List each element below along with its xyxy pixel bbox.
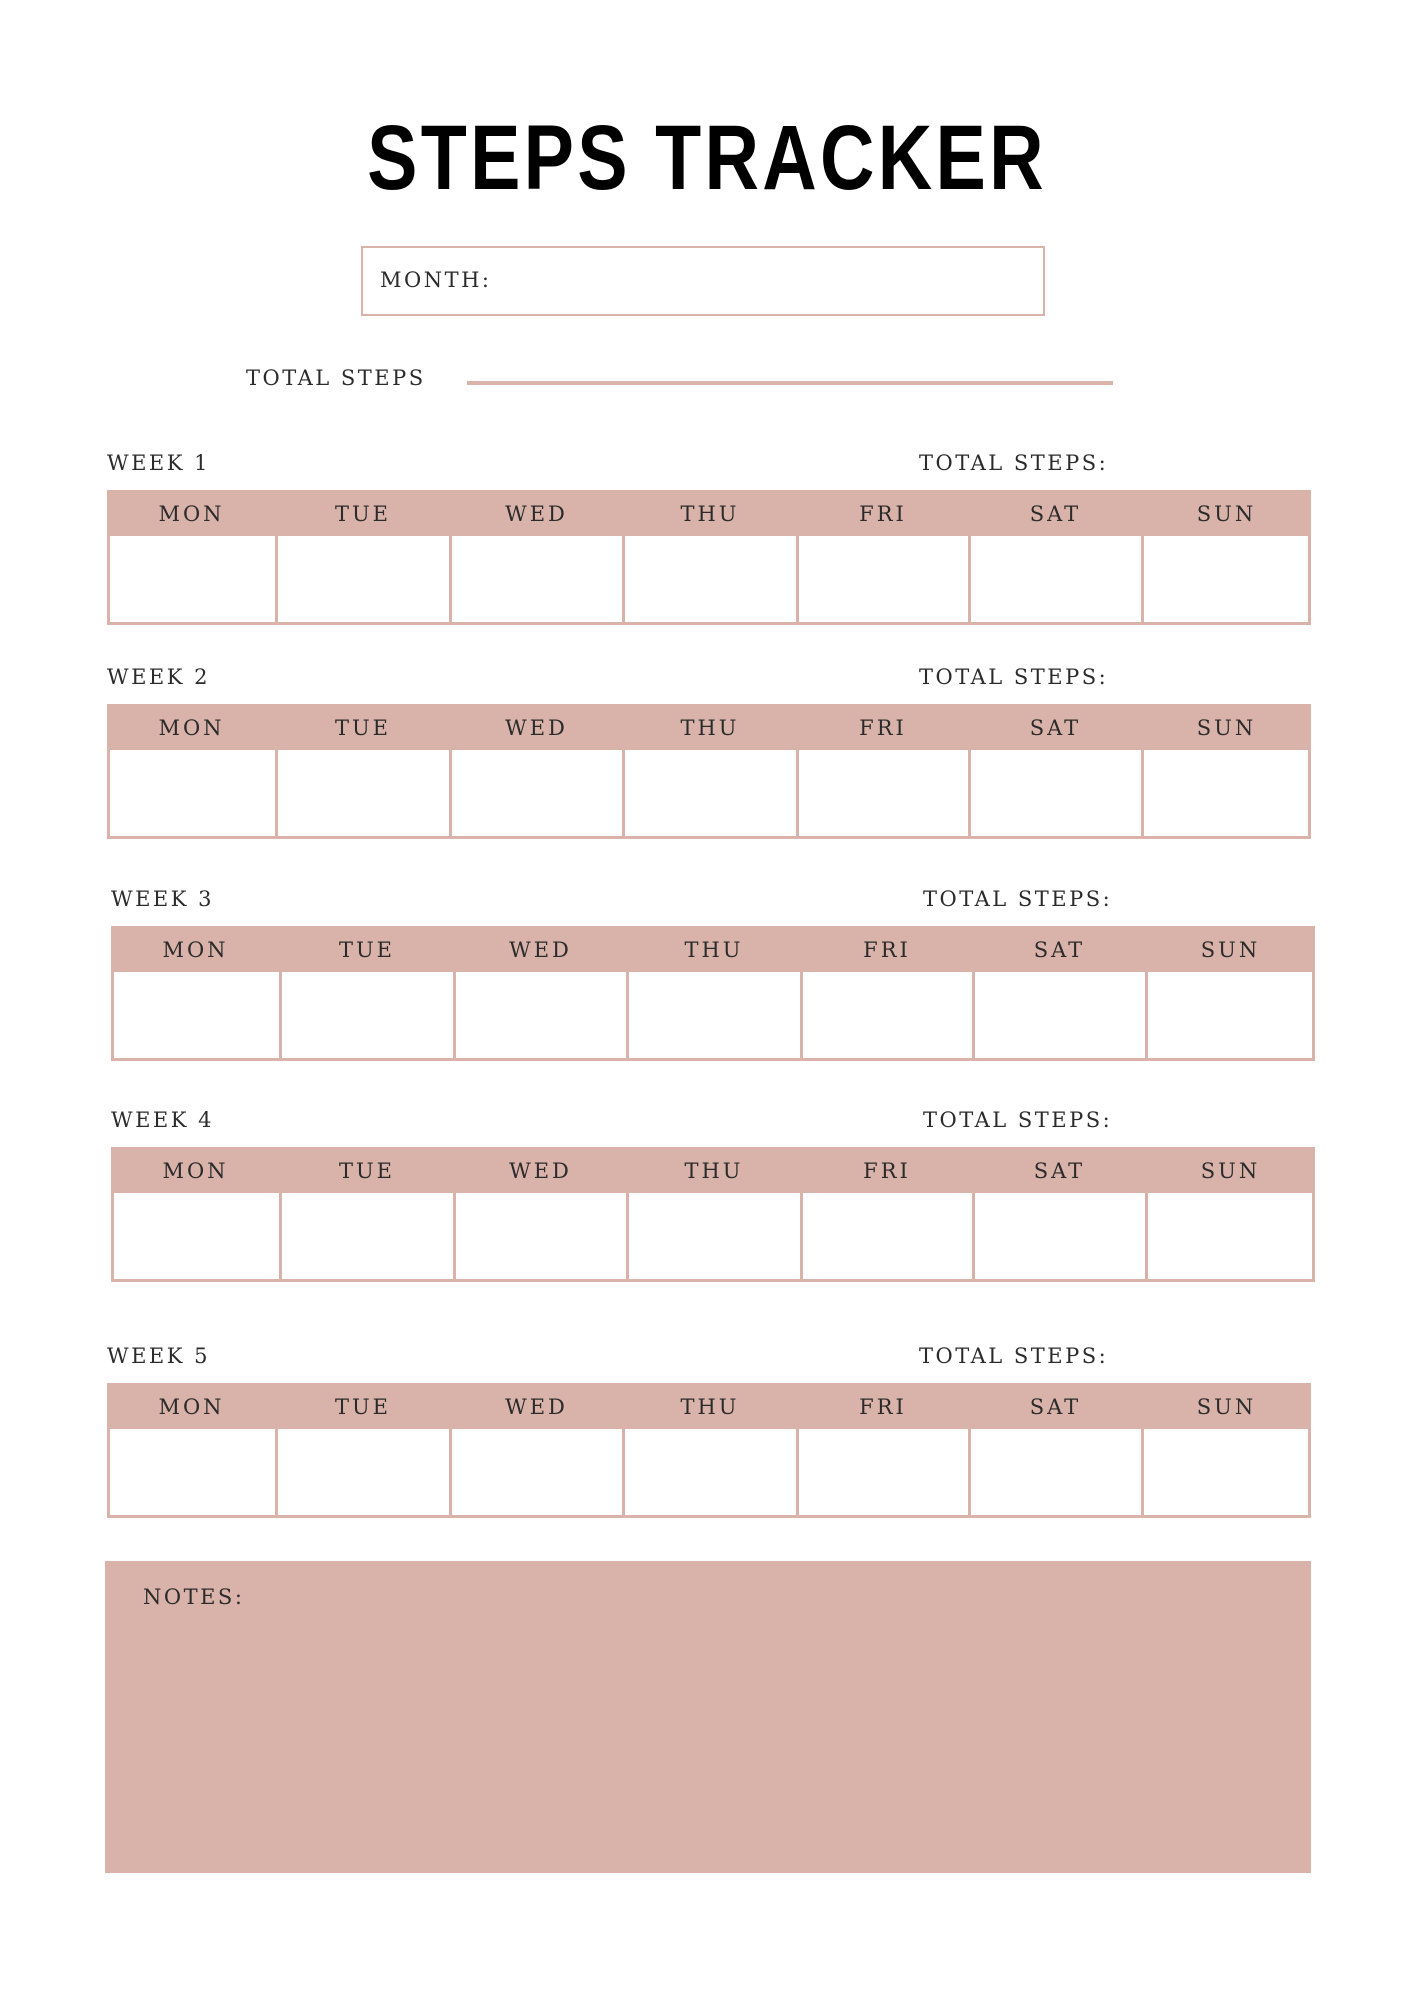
day-header-thu: THU: [680, 716, 740, 740]
day-header-fri: FRI: [859, 716, 907, 740]
month-label: MONTH:: [380, 268, 492, 292]
day-header-wed: WED: [505, 716, 568, 740]
column-divider: [626, 1193, 629, 1282]
steps-entry-cell-sun[interactable]: [1145, 1429, 1308, 1515]
steps-entry-cell-sun[interactable]: [1149, 972, 1312, 1058]
steps-entry-cell-wed[interactable]: [453, 750, 620, 836]
day-header-mon: MON: [162, 938, 229, 962]
day-header-sat: SAT: [1029, 716, 1082, 740]
steps-entry-cell-sat[interactable]: [976, 972, 1143, 1058]
day-header-mon: MON: [162, 1159, 229, 1183]
column-divider: [796, 536, 799, 625]
steps-entry-cell-mon[interactable]: [110, 1429, 273, 1515]
steps-entry-cell-sun[interactable]: [1145, 750, 1308, 836]
total-steps-line-field[interactable]: [467, 381, 1113, 385]
steps-entry-cell-fri[interactable]: [800, 536, 966, 622]
column-divider: [453, 1193, 456, 1282]
steps-entry-cell-mon[interactable]: [110, 750, 273, 836]
notes-label: NOTES:: [143, 1585, 245, 1609]
steps-entry-cell-fri[interactable]: [804, 1193, 970, 1279]
week-3-table: [111, 926, 1315, 1061]
column-divider: [626, 972, 629, 1061]
week-2-total-steps-label: TOTAL STEPS:: [919, 665, 1109, 689]
steps-entry-cell-tue[interactable]: [279, 750, 447, 836]
steps-entry-cell-thu[interactable]: [626, 1429, 794, 1515]
steps-entry-cell-fri[interactable]: [800, 750, 966, 836]
column-divider: [449, 750, 452, 839]
week-4-table: [111, 1147, 1315, 1282]
steps-entry-cell-tue[interactable]: [283, 1193, 451, 1279]
column-divider: [622, 1429, 625, 1518]
column-divider: [1141, 1429, 1144, 1518]
column-divider: [1141, 750, 1144, 839]
day-header-tue: TUE: [338, 1159, 396, 1183]
column-divider: [1145, 1193, 1148, 1282]
day-header-wed: WED: [505, 1395, 568, 1419]
day-header-thu: THU: [684, 938, 744, 962]
steps-entry-cell-sat[interactable]: [972, 750, 1139, 836]
steps-entry-cell-thu[interactable]: [626, 536, 794, 622]
month-field[interactable]: [361, 246, 1045, 316]
day-header-sun: SUN: [1196, 716, 1257, 740]
column-divider: [972, 1193, 975, 1282]
day-header-mon: MON: [158, 1395, 225, 1419]
week-1-total-steps-label: TOTAL STEPS:: [919, 451, 1109, 475]
day-header-wed: WED: [509, 1159, 572, 1183]
day-header-thu: THU: [684, 1159, 744, 1183]
steps-entry-cell-sun[interactable]: [1145, 536, 1308, 622]
column-divider: [796, 1429, 799, 1518]
steps-entry-cell-wed[interactable]: [457, 1193, 624, 1279]
steps-entry-cell-wed[interactable]: [453, 1429, 620, 1515]
steps-entry-cell-tue[interactable]: [279, 1429, 447, 1515]
column-divider: [275, 1429, 278, 1518]
day-header-tue: TUE: [334, 1395, 392, 1419]
day-header-wed: WED: [505, 502, 568, 526]
day-header-tue: TUE: [338, 938, 396, 962]
day-header-mon: MON: [158, 502, 225, 526]
day-header-sat: SAT: [1029, 1395, 1082, 1419]
week-3-label: WEEK 3: [111, 887, 214, 911]
column-divider: [968, 536, 971, 625]
column-divider: [275, 536, 278, 625]
steps-entry-cell-thu[interactable]: [630, 972, 798, 1058]
week-5-total-steps-label: TOTAL STEPS:: [919, 1344, 1109, 1368]
day-header-thu: THU: [680, 1395, 740, 1419]
column-divider: [449, 1429, 452, 1518]
column-divider: [800, 972, 803, 1061]
column-divider: [972, 972, 975, 1061]
steps-entry-cell-sat[interactable]: [976, 1193, 1143, 1279]
week-2-label: WEEK 2: [107, 665, 210, 689]
column-divider: [622, 750, 625, 839]
steps-entry-cell-wed[interactable]: [457, 972, 624, 1058]
day-header-sat: SAT: [1033, 938, 1086, 962]
column-divider: [449, 536, 452, 625]
week-4-total-steps-label: TOTAL STEPS:: [923, 1108, 1113, 1132]
day-header-fri: FRI: [863, 938, 911, 962]
steps-entry-cell-tue[interactable]: [283, 972, 451, 1058]
column-divider: [275, 750, 278, 839]
day-header-fri: FRI: [863, 1159, 911, 1183]
steps-entry-cell-thu[interactable]: [626, 750, 794, 836]
day-header-sun: SUN: [1196, 1395, 1257, 1419]
day-header-wed: WED: [509, 938, 572, 962]
total-steps-label: TOTAL STEPS: [246, 366, 426, 390]
column-divider: [279, 972, 282, 1061]
column-divider: [1145, 972, 1148, 1061]
steps-entry-cell-sat[interactable]: [972, 536, 1139, 622]
column-divider: [968, 750, 971, 839]
week-5-table: [107, 1383, 1311, 1518]
steps-entry-cell-fri[interactable]: [804, 972, 970, 1058]
week-4-label: WEEK 4: [111, 1108, 214, 1132]
day-header-sat: SAT: [1033, 1159, 1086, 1183]
day-header-fri: FRI: [859, 502, 907, 526]
steps-entry-cell-mon[interactable]: [114, 1193, 277, 1279]
steps-entry-cell-sun[interactable]: [1149, 1193, 1312, 1279]
steps-entry-cell-thu[interactable]: [630, 1193, 798, 1279]
week-1-table: [107, 490, 1311, 625]
steps-entry-cell-fri[interactable]: [800, 1429, 966, 1515]
column-divider: [1141, 536, 1144, 625]
day-header-sun: SUN: [1196, 502, 1257, 526]
page-title: STEPS TRACKER: [367, 107, 1047, 209]
notes-box[interactable]: [105, 1561, 1311, 1873]
column-divider: [622, 536, 625, 625]
column-divider: [453, 972, 456, 1061]
steps-entry-cell-sat[interactable]: [972, 1429, 1139, 1515]
column-divider: [968, 1429, 971, 1518]
day-header-tue: TUE: [334, 716, 392, 740]
week-1-label: WEEK 1: [107, 451, 210, 475]
day-header-mon: MON: [158, 716, 225, 740]
day-header-thu: THU: [680, 502, 740, 526]
steps-entry-cell-mon[interactable]: [110, 536, 273, 622]
day-header-sun: SUN: [1200, 938, 1261, 962]
steps-entry-cell-wed[interactable]: [453, 536, 620, 622]
steps-entry-cell-tue[interactable]: [279, 536, 447, 622]
steps-entry-cell-mon[interactable]: [114, 972, 277, 1058]
day-header-tue: TUE: [334, 502, 392, 526]
week-3-total-steps-label: TOTAL STEPS:: [923, 887, 1113, 911]
column-divider: [279, 1193, 282, 1282]
day-header-sun: SUN: [1200, 1159, 1261, 1183]
column-divider: [800, 1193, 803, 1282]
column-divider: [796, 750, 799, 839]
week-5-label: WEEK 5: [107, 1344, 210, 1368]
day-header-sat: SAT: [1029, 502, 1082, 526]
week-2-table: [107, 704, 1311, 839]
day-header-fri: FRI: [859, 1395, 907, 1419]
